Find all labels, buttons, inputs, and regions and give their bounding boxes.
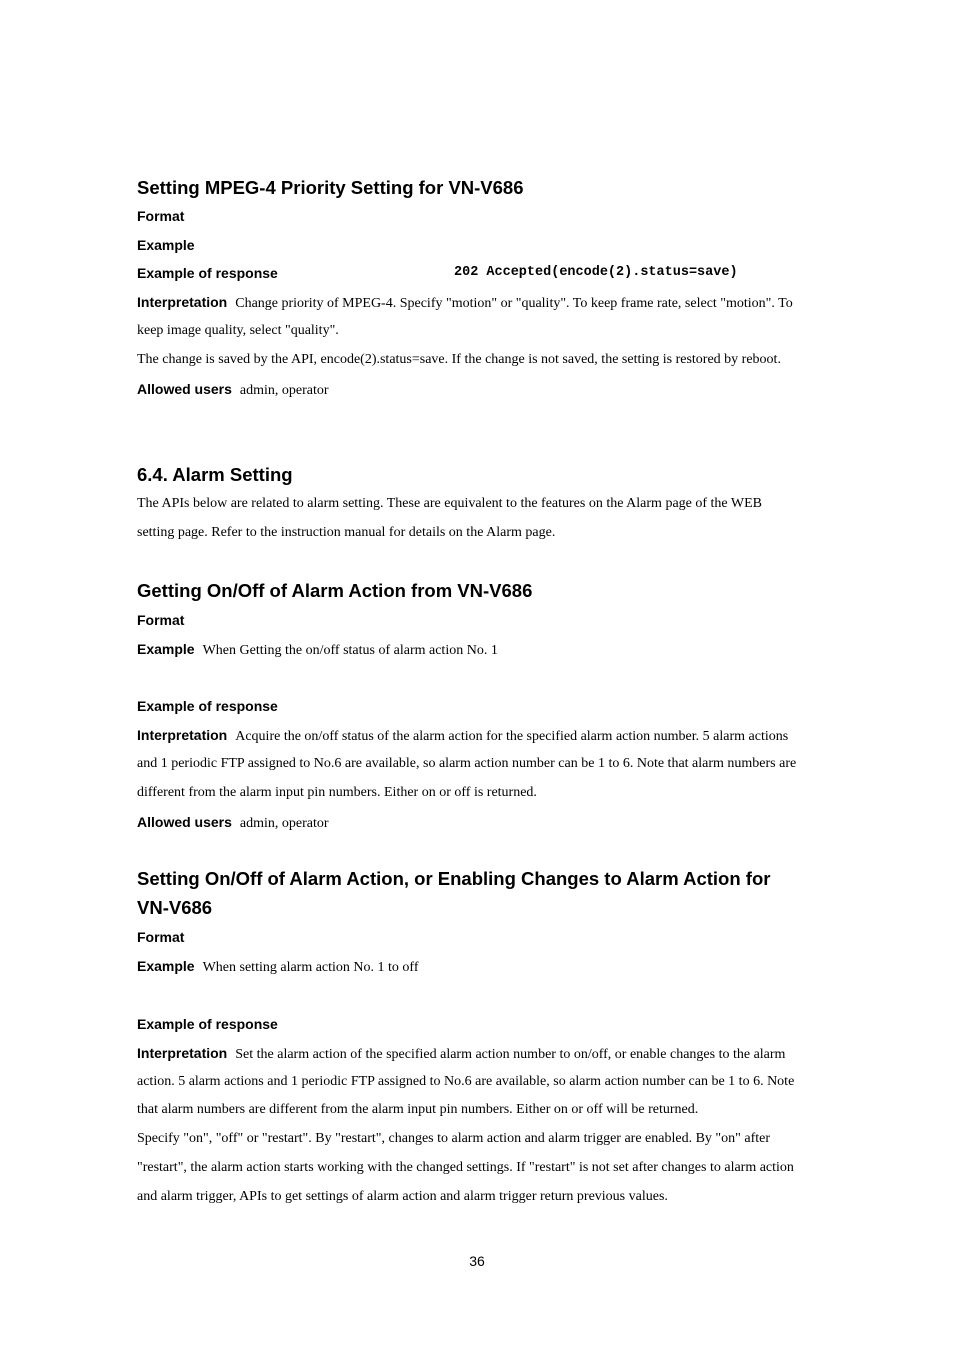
response-label: Example of response [137, 265, 278, 281]
response-value: 202 Accepted(encode(2).status=save) [454, 265, 738, 280]
paragraph-line: The APIs below are related to alarm setting. These are equivalent to the features on the Alarm page of the WEB [137, 496, 762, 511]
allowed-users-label: Allowed users [137, 814, 232, 830]
paragraph-line: "restart", the alarm action starts working with the changed settings. If "restart" is not set after changes to alarm action [137, 1160, 794, 1175]
section-title-alarm-setting: 6.4. Alarm Setting [137, 464, 293, 485]
interpretation-text: Set the alarm action of the specified alarm action number to on/off, or enable changes to the alarm [235, 1047, 786, 1062]
section-title-setting-alarm-action-cont: VN-V686 [137, 897, 213, 918]
example [137, 958, 419, 976]
paragraph-line: and alarm trigger, APIs to get settings of alarm action and alarm trigger return previous values. [137, 1189, 668, 1204]
format-label: Format [137, 929, 185, 945]
page-number: 36 [469, 1253, 485, 1269]
example-value: When Getting the on/off status of alarm action No. 1 [202, 643, 498, 658]
interpretation-line: action. 5 alarm actions and 1 periodic FTP assigned to No.6 are available, so alarm action number can be 1 to 6. Note [137, 1074, 795, 1089]
interpretation-line: keep image quality, select "quality". [137, 323, 339, 338]
allowed-users-label: Allowed users [137, 381, 232, 397]
example-label: Example [137, 958, 195, 974]
allowed-users-value: admin, operator [239, 816, 329, 831]
example-label: Example [137, 641, 195, 657]
allowed-users-value: admin, operator [239, 383, 329, 398]
interpretation-line: and 1 periodic FTP assigned to No.6 are available, so alarm action number can be 1 to 6. Note that alarm numbers are [137, 756, 797, 771]
interpretation [137, 294, 793, 312]
format-label: Format [137, 208, 185, 224]
paragraph-line: setting page. Refer to the instruction manual for details on the Alarm page. [137, 525, 556, 540]
paragraph-line: Specify "on", "off" or "restart". By "restart", changes to alarm action and alarm trigger are enabled. By "on" after [137, 1131, 771, 1146]
section-title-setting-alarm-action: Setting On/Off of Alarm Action, or Enabling Changes to Alarm Action for [137, 868, 771, 889]
interpretation-text: Acquire the on/off status of the alarm action for the specified alarm action number. 5 alarm actions [235, 729, 789, 744]
allowed-users [137, 814, 329, 832]
interpretation-line: different from the alarm input pin numbers. Either on or off is returned. [137, 785, 537, 800]
example-value: When setting alarm action No. 1 to off [202, 960, 419, 975]
interpretation [137, 727, 788, 745]
example-label: Example [137, 237, 195, 253]
allowed-users [137, 381, 329, 399]
interpretation-label: Interpretation [137, 727, 228, 743]
response-label: Example of response [137, 698, 278, 714]
interpretation-label: Interpretation [137, 1045, 228, 1061]
section-title-mpeg4-priority: Setting MPEG-4 Priority Setting for VN-V686 [137, 177, 524, 198]
example [137, 641, 498, 659]
format-label: Format [137, 612, 185, 628]
interpretation [137, 1045, 785, 1063]
interpretation-text: Change priority of MPEG-4. Specify "motion" or "quality". To keep frame rate, select "motion". To [235, 296, 793, 311]
interpretation-line: that alarm numbers are different from the alarm input pin numbers. Either on or off will be returned. [137, 1102, 699, 1117]
interpretation-line: The change is saved by the API, encode(2).status=save. If the change is not saved, the setting is restored by reboot. [137, 352, 781, 367]
section-title-getting-alarm-action: Getting On/Off of Alarm Action from VN-V686 [137, 580, 533, 601]
interpretation-label: Interpretation [137, 294, 228, 310]
response-label: Example of response [137, 1016, 278, 1032]
